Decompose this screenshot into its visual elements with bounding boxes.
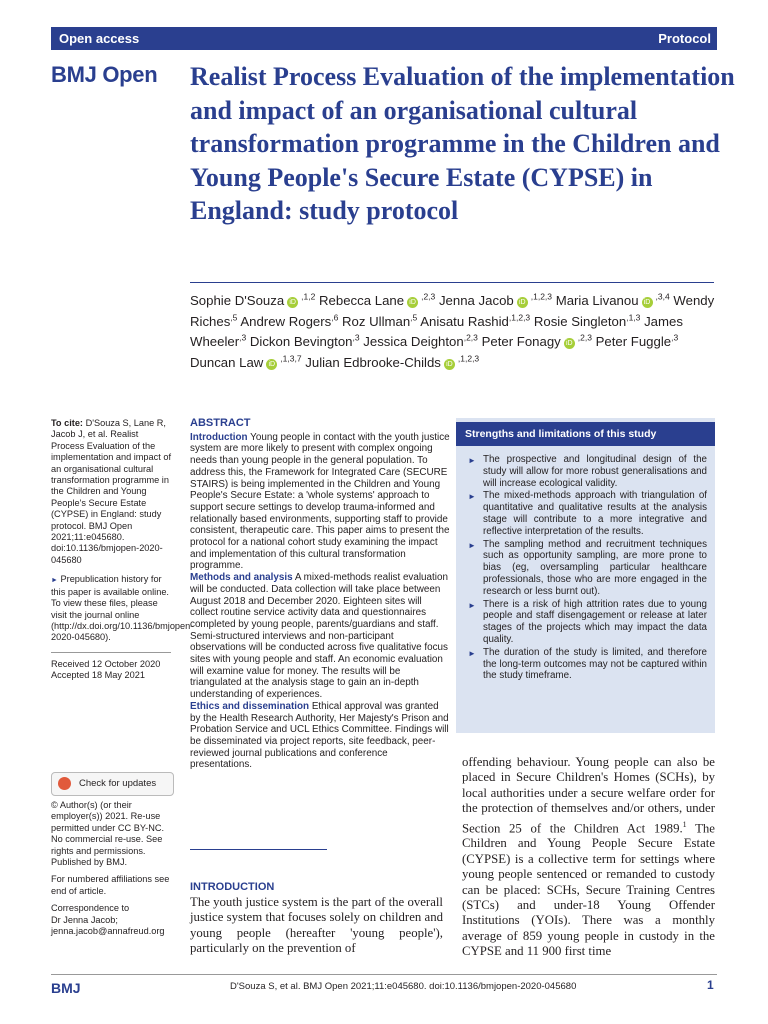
affiliation-marker: ,1,3,7 [280, 353, 302, 364]
author[interactable] [250, 334, 360, 349]
left-sidebar-lower [51, 800, 171, 943]
check-updates-label: Check for updates [79, 778, 157, 789]
dates [51, 659, 171, 682]
affiliation-marker: ,3 [352, 332, 360, 343]
accepted-date: Accepted 18 May 2021 [51, 670, 145, 681]
author[interactable] [305, 355, 479, 370]
methods-text: A mixed-methods realist evaluation will be conducted. Data collection will take place between August 2018 and December 2020. Eighteen sites will collect routine service activity data and questionnaires completed by young people, parents/guardians and staff. Semi-structured interviews and non-participant observations will be conducted across five qualitative focus sites with young people and staff. An economic evaluation will examine value for money. The results will be triangulated at the analysis stage to gain an in-depth understanding of experiences. [190, 572, 448, 701]
strength-item: ► The sampling method and recruitment techniques such as opportunity sampling, are more prone to bias (eg, oversampling particular healthcare professionals, those who are more engaged in the research or less burnt out). [468, 538, 707, 597]
affiliation-marker: ,1,2,3 [457, 353, 480, 364]
author-name: Dickon Bevington [249, 334, 353, 350]
author-name: Julian Edbrooke-Childs [305, 354, 441, 370]
author-name: Wendy Riches [190, 293, 715, 329]
affiliation-marker: ,5 [410, 312, 418, 323]
affiliation-marker: ,2,3 [577, 332, 592, 343]
abstract [190, 418, 450, 771]
cite-label: To cite: [51, 418, 83, 428]
author-name: Jessica Deighton [363, 334, 464, 350]
received-date: Received 12 October 2020 [51, 658, 161, 669]
author-name: Andrew Rogers [240, 313, 332, 329]
author-name: Rebecca Lane [319, 293, 405, 309]
reference-marker[interactable]: 1 [682, 819, 687, 829]
affiliation-marker: ,3 [239, 332, 247, 343]
footer-divider [51, 974, 717, 975]
affiliations-note: For numbered affiliations see end of article. [51, 874, 170, 896]
page-number: 1 [707, 978, 714, 992]
abstract-introduction [190, 432, 450, 572]
abstract-divider [190, 849, 327, 850]
author-name: Duncan Law [190, 354, 264, 370]
author[interactable] [319, 293, 435, 308]
author-name: James Wheeler [190, 313, 683, 350]
author[interactable] [420, 314, 530, 329]
right-column-text [462, 755, 715, 960]
author-name: Peter Fuggle [595, 334, 672, 350]
affiliation-marker: ,5 [230, 312, 238, 323]
triangle-icon: ► [468, 540, 476, 550]
orcid-icon[interactable]: iD [564, 338, 575, 349]
triangle-icon: ► [468, 492, 476, 502]
introduction-text: The youth justice system is the part of the overall justice system that focuses solely on children and young people (hereafter 'young people'), particularly on the prevention of [190, 895, 443, 956]
cite-text: D'Souza S, Lane R, Jacob J, et al. Realist Process Evaluation of the implementation and impact of an organisational cultural transformation programme in the Children and Young People's Secure Estate (CYPSE) in England: study protocol. BMJ Open 2021;11:e045680. doi:10.1136/bmjopen-2020-045680 [51, 418, 172, 565]
ethics-text: Ethical approval was granted by the Health Research Authority, Her Majesty's Prison and Probation Service and UCL Ethics Committee. Findings will be disseminated via project reports, site feedback, peer-reviewed journal publications and conference presentations. [190, 700, 449, 771]
intro-text: Young people in contact with the youth justice system are more likely to present with complex ongoing needs than young people in the general population. To address this, the Framework for Integrated Care (SECURE STAIRS) is being implemented in the Children and Young People's Secure Estate: a 'whole systems' approach to support secure settings to develop trauma-informed and relationally based environments, supporting staff to provide consistent, therapeutic care. This paper aims to present the protocol for a national cohort study examining the impact and implementation of this cultural transformation programme. [190, 431, 450, 572]
copyright: © Author(s) (or their employer(s)) 2021. Re-use permitted under CC BY-NC. No commercial re-use. See rights and permissions. Published by BMJ. [51, 800, 165, 868]
author[interactable] [342, 314, 417, 329]
left-sidebar [51, 418, 194, 682]
abstract-methods [190, 572, 450, 701]
top-banner [51, 27, 717, 50]
author[interactable] [363, 334, 478, 349]
affiliation-marker: ,1,3 [626, 312, 641, 323]
correspondence [51, 903, 171, 937]
affiliation-marker: ,3 [671, 332, 679, 343]
triangle-icon: ► [468, 648, 476, 658]
introduction-heading: INTRODUCTION [190, 881, 275, 893]
author[interactable] [240, 314, 338, 329]
affiliation-marker: ,1,2,3 [508, 312, 531, 323]
abstract-heading: ABSTRACT [190, 417, 251, 429]
sidebar-divider [51, 652, 171, 653]
author-name: Anisatu Rashid [420, 313, 509, 329]
methods-label: Methods and analysis [190, 572, 293, 584]
body-text-a: offending behaviour. Young people can also be placed in Secure Children's Homes (SCHs), by local authorities under a secure welfare order for the protection of themselves and/or others, under Section 25 of the Children Act 1989. [462, 755, 715, 835]
triangle-icon: ► [51, 577, 58, 585]
body-text-b: The Children and Young People Secure Estate (CYPSE) is a collective term for settings where young people sentenced or remanded to custody can be placed: SCHs, Secure Training Centres (STCs) and under-18 Young Offender Institutions (YOIs). There was a monthly average of 859 young people in custody in the CYPSE and 11 900 first time [462, 820, 715, 959]
abstract-ethics [190, 701, 450, 771]
citation-block [51, 418, 171, 566]
triangle-icon: ► [468, 600, 476, 610]
footer-citation: D'Souza S, et al. BMJ Open 2021;11:e045680. doi:10.1136/bmjopen-2020-045680 [230, 981, 577, 992]
author-name: Rosie Singleton [533, 313, 627, 329]
strength-item: ► The duration of the study is limited, and therefore the long-term outcomes may not be captured within the study timeframe. [468, 646, 707, 682]
title-divider [190, 282, 714, 283]
author[interactable] [190, 355, 302, 370]
check-updates-button[interactable] [51, 772, 174, 796]
strengths-list [456, 454, 715, 682]
strength-item: ► The prospective and longitudinal design of the study will allow for more robust generalisations and will increase ecological validity. [468, 454, 707, 489]
orcid-icon[interactable]: iD [287, 297, 298, 308]
check-updates-icon [58, 777, 71, 790]
correspondence-email[interactable]: jenna.jacob@annafreud.org [51, 926, 165, 937]
strength-item: ► The mixed-methods approach with triangulation of quantitative and qualitative results at the analysis stage will contribute to a more integrative and reflective interpretation of the results. [468, 490, 707, 537]
affiliation-marker: ,1,2 [301, 292, 316, 302]
journal-logo: BMJ Open [51, 62, 158, 87]
author[interactable] [190, 293, 315, 308]
strength-item: ► There is a risk of high attrition rates due to young people and staff disengagement or release at later stages of the projects which may impact the data quality. [468, 598, 707, 645]
prepub-text: Prepublication history for this paper is available online. To view these files, please visit the journal online (http://dx.doi.org/10.1136/bmjopen-2020-045680). [51, 574, 194, 643]
affiliation-marker: ,6 [331, 312, 339, 323]
affiliation-marker: ,2,3 [421, 292, 436, 302]
article-title: Realist Process Evaluation of the implementation and impact of an organisational cultural transformation programme in the Children and Young People's Secure Estate (CYPSE) in England: study protocol [190, 62, 735, 226]
intro-label: Introduction [190, 431, 248, 443]
orcid-icon[interactable]: iD [266, 359, 277, 370]
author-list [190, 289, 720, 371]
orcid-icon[interactable]: iD [444, 359, 455, 370]
ethics-label: Ethics and dissemination [190, 700, 310, 712]
bmj-logo: BMJ [51, 980, 81, 996]
author[interactable] [556, 293, 670, 308]
article-type-label: Protocol [658, 31, 711, 46]
author[interactable] [596, 334, 679, 349]
orcid-icon[interactable]: iD [517, 297, 528, 308]
author-name: Sophie D'Souza [190, 293, 285, 309]
author[interactable] [534, 314, 641, 329]
affiliation-marker: ,1,2,3 [530, 292, 553, 302]
author-name: Roz Ullman [342, 313, 411, 329]
prepub-note [51, 574, 194, 643]
author[interactable] [439, 293, 552, 308]
orcid-icon[interactable]: iD [407, 297, 418, 308]
strengths-limitations-box [456, 418, 715, 733]
author[interactable] [482, 334, 592, 349]
strengths-heading: Strengths and limitations of this study [456, 422, 715, 446]
affiliation-marker: ,3,4 [655, 292, 670, 302]
triangle-icon: ► [468, 456, 476, 465]
author-name: Maria Livanou [555, 293, 639, 309]
correspondence-label: Correspondence to [51, 903, 130, 914]
correspondence-name: Dr Jenna Jacob; [51, 914, 118, 925]
author-name: Peter Fonagy [481, 334, 561, 350]
open-access-label: Open access [59, 31, 140, 46]
affiliation-marker: ,2,3 [463, 332, 478, 343]
orcid-icon[interactable]: iD [642, 297, 653, 308]
author-name: Jenna Jacob [438, 293, 514, 309]
